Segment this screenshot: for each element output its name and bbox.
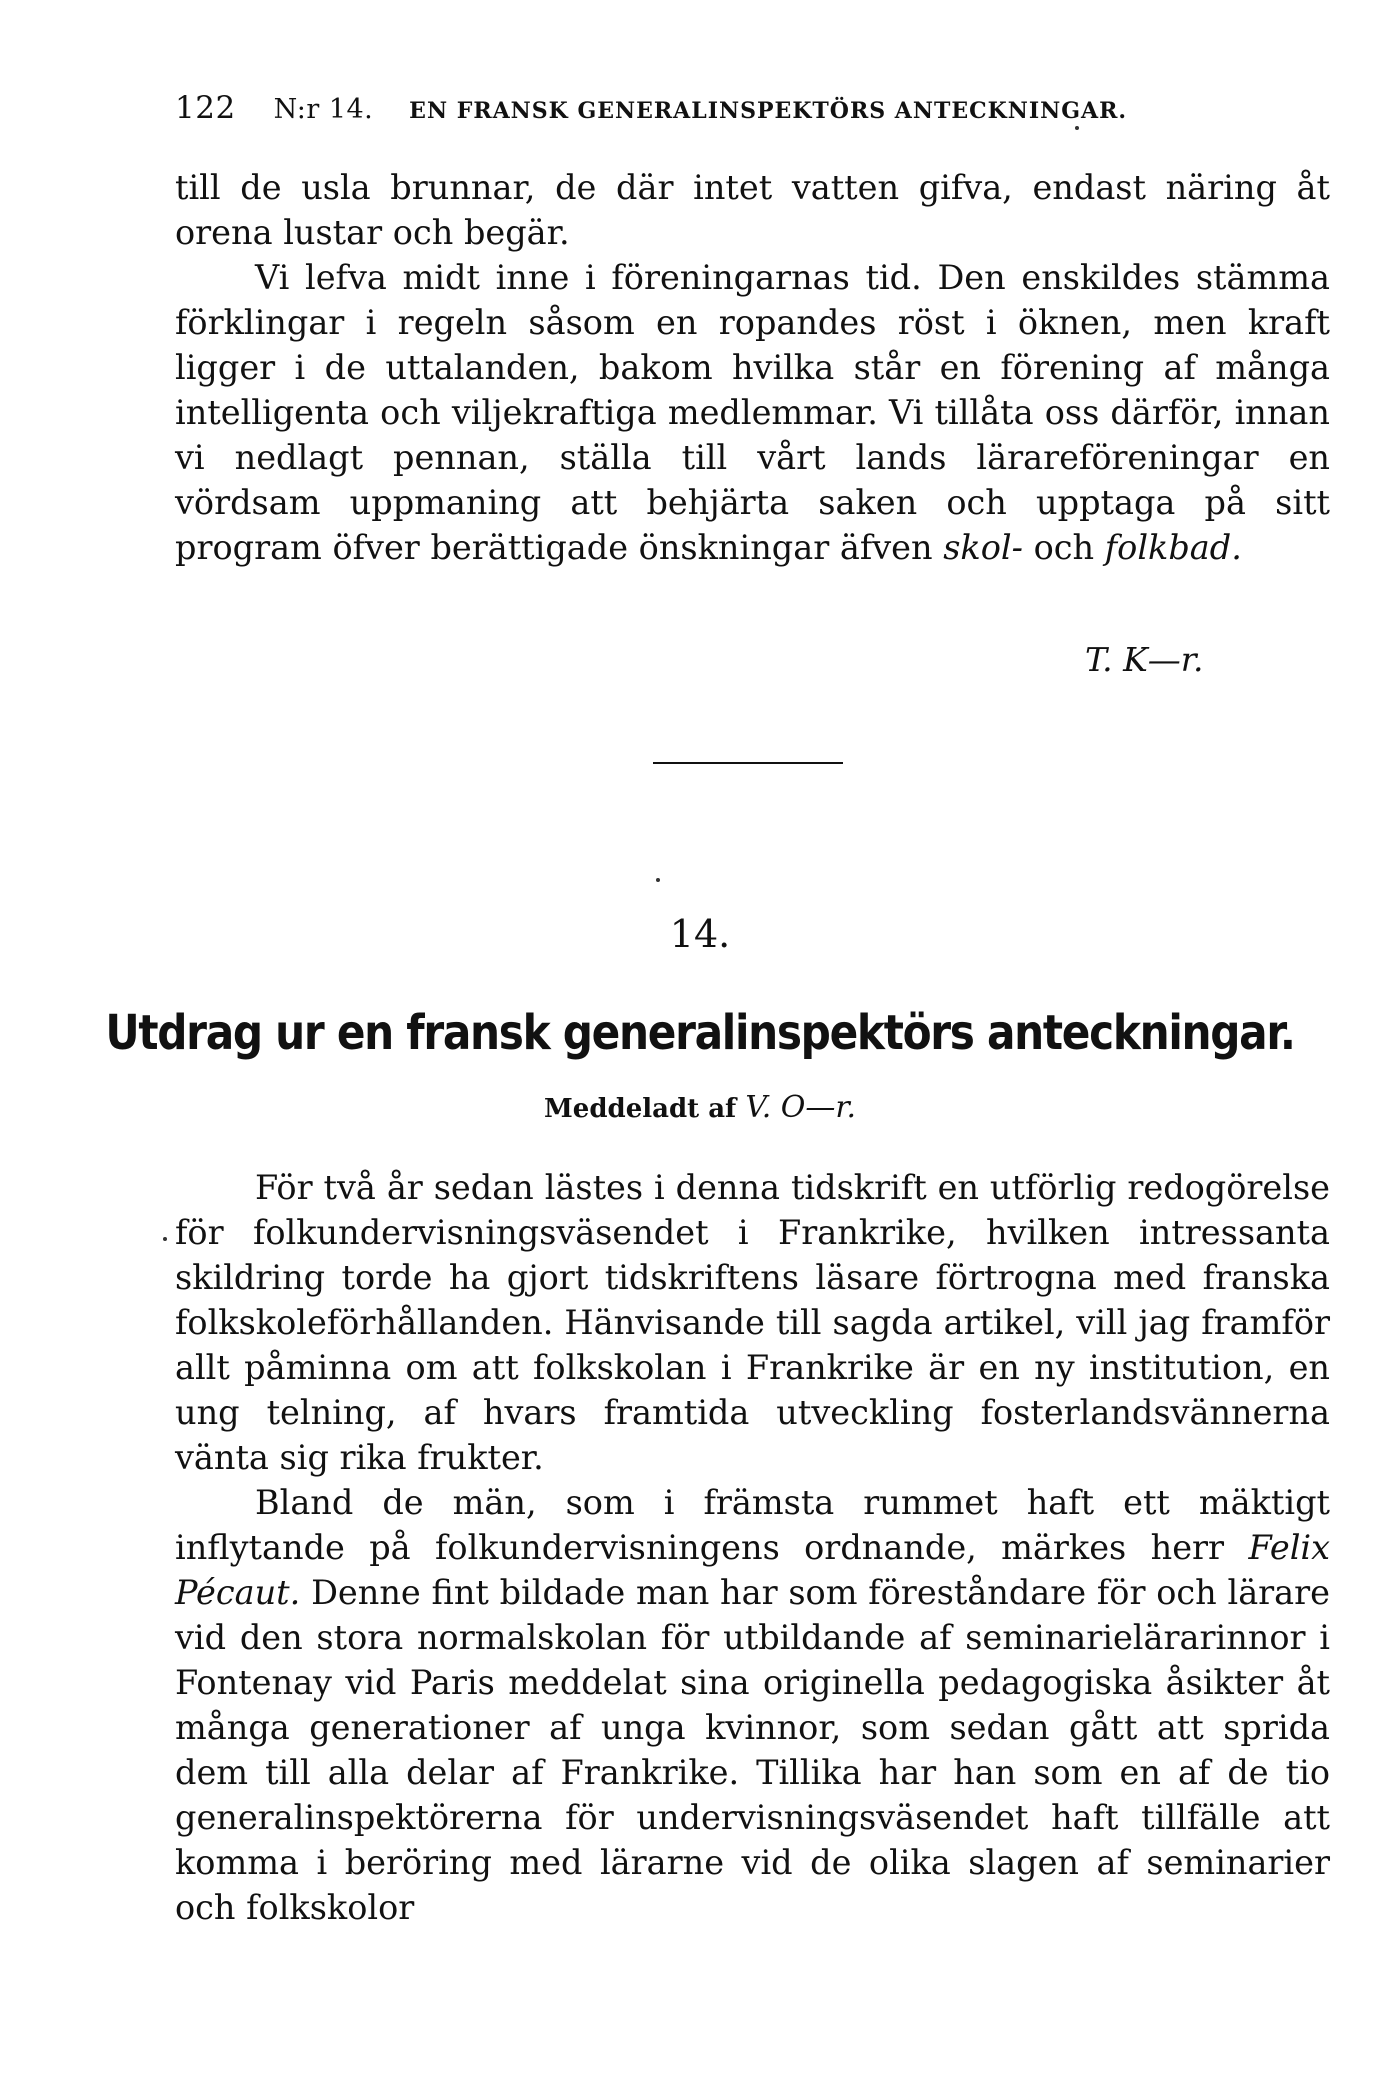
paragraph: till de usla brunnar, de där intet vatten gifva, endast näring åt orena lustar och begär. xyxy=(175,168,1330,252)
person-name: Felix Pécaut. xyxy=(175,1528,1331,1612)
paragraph-text: Vi lefva midt inne i föreningarnas tid. Den enskildes stämma förklingar i regeln såsom en ropandes röst i öknen, men kraft ligger i de uttalanden, bakom hvilka står en förening af många intelligenta och viljekraftiga medlemmar. Vi tillåta oss därför, innan vi nedlagt pennan, ställa till vårt lands lärareföreningar en vördsam uppmaning att behjärta saken och upptaga på sitt program öfver berättigade önskningar äfven xyxy=(175,258,1330,567)
paragraph-text: Bland de män, som i främsta rummet haft ett mäktigt inflytande på folkundervisningens ordnande, märkes herr xyxy=(175,1483,1330,1567)
section-number: 14. xyxy=(669,912,731,956)
page-number: 122 xyxy=(175,90,236,126)
byline-author: V. O—r. xyxy=(745,1090,856,1125)
section-divider xyxy=(653,762,843,764)
article-body xyxy=(175,1165,1330,1930)
italic-term: skol- xyxy=(943,528,1023,567)
paragraph-text: Denne fint bildade man har som föreståndare för och lärare vid den stora normalskolan för utbildande af seminarielärarinnor i Fontenay vid Paris meddelat sina originella pedagogiska åsikter åt många generationer af unga kvinnor, som sedan gått att sprida dem till alla delar af Frankrike. Tillika har han som en af de tio generalinspektörerna för undervisningsväsendet haft tillfälle att komma i beröring med lärarne vid de olika slagen af seminarier och folkskolor xyxy=(175,1573,1330,1927)
running-title: EN FRANSK GENERALINSPEKTÖRS ANTECKNINGAR. xyxy=(409,98,1128,124)
author-signature: T. K—r. xyxy=(1085,640,1204,679)
byline-label: Meddeladt af xyxy=(544,1094,737,1124)
print-speck xyxy=(163,1237,167,1241)
italic-term: folkbad. xyxy=(1104,528,1242,567)
print-speck xyxy=(1075,126,1079,130)
byline xyxy=(0,1090,1400,1125)
paragraph: För två år sedan lästes i denna tidskrift en utförlig redogörelse för folkundervisningsväsendet i Frankrike, hvilken intressanta skildring torde ha gjort tidskriftens läsare förtrogna med franska folkskoleförhållanden. Hänvisande till sagda artikel, vill jag framför allt påminna om att folkskolan i Frankrike är en ny institution, en ung telning, af hvars framtida utveckling fosterlandsvännerna vänta sig rika frukter. xyxy=(175,1168,1330,1477)
conjunction: och xyxy=(1033,528,1095,567)
running-header xyxy=(175,90,1335,126)
previous-article-text xyxy=(175,165,1330,570)
paragraph xyxy=(175,1480,1330,1930)
paragraph xyxy=(175,255,1330,570)
issue-number: N:r 14. xyxy=(273,94,374,125)
article-title: Utdrag ur en fransk generalinspektörs anteckningar. xyxy=(105,1005,1295,1061)
print-speck xyxy=(656,878,660,882)
